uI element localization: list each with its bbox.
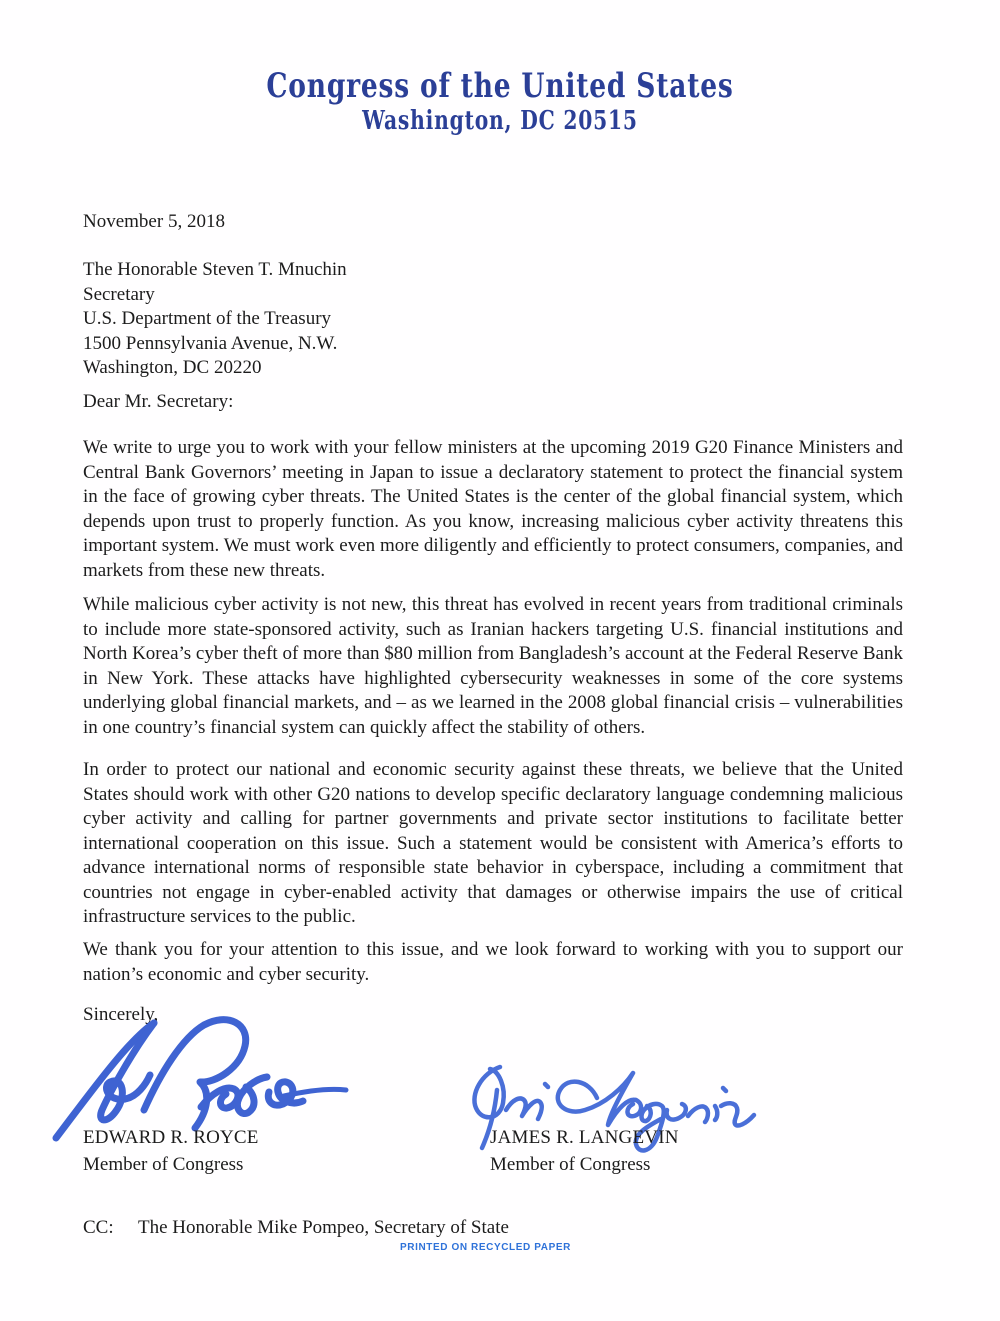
cc-label: CC: <box>83 1217 114 1238</box>
letterhead-title: Congress of the United States <box>266 66 734 106</box>
signer-royce <box>83 1124 259 1178</box>
signer-royce-name: EDWARD R. ROYCE <box>83 1127 259 1148</box>
letter-date: November 5, 2018 <box>83 211 225 232</box>
royce-signature <box>48 1012 353 1142</box>
recipient-title: Secretary <box>83 283 155 305</box>
body-paragraph-1: We write to urge you to work with your fellow ministers at the upcoming 2019 G20 Finance Ministers and Central Bank Governors’ meeting in Japan to issue a declaratory statement to protect the financial system in the face of growing cyber threats. The United States is the center of the global financial system, which depends upon trust to properly function. As you know, increasing malicious cyber activity threatens this important system. We must work even more diligently and efficiently to protect consumers, companies, and markets from these new threats. <box>83 437 903 581</box>
letterhead <box>0 66 1000 136</box>
recycled-paper-notice: PRINTED ON RECYCLED PAPER <box>400 1242 571 1253</box>
signer-royce-title: Member of Congress <box>83 1154 244 1175</box>
signer-langevin-name: JAMES R. LANGEVIN <box>490 1127 679 1148</box>
closing: Sincerely, <box>83 1004 159 1025</box>
recipient-street: 1500 Pennsylvania Avenue, N.W. <box>83 332 338 354</box>
signer-langevin <box>490 1124 679 1178</box>
body-paragraph-4: We thank you for your attention to this issue, and we look forward to working with you to support our nation’s economic and cyber security. <box>83 939 903 985</box>
cc-line <box>83 1216 903 1241</box>
body-paragraph-3: In order to protect our national and economic security against these threats, we believe that the United States should work with other G20 nations to develop specific declaratory language condemning malicious cyber activity and calling for partner governments and private sector institutions to facilitate better international cooperation on this issue. Such a statement would be consistent with America’s efforts to advance international norms of responsible state behavior in cyberspace, including a commitment that countries not engage in cyber-enabled activity that damages or otherwise impairs the use of critical infrastructure services to the public. <box>83 759 903 927</box>
recipient-name: The Honorable Steven T. Mnuchin <box>83 259 347 280</box>
letterhead-address: Washington, DC 20515 <box>362 106 638 136</box>
recipient-address <box>83 258 903 381</box>
recipient-city: Washington, DC 20220 <box>83 357 262 378</box>
salutation: Dear Mr. Secretary: <box>83 391 234 412</box>
cc-text: The Honorable Mike Pompeo, Secretary of State <box>138 1217 509 1238</box>
recipient-department: U.S. Department of the Treasury <box>83 308 332 329</box>
body-paragraph-2: While malicious cyber activity is not new, this threat has evolved in recent years from traditional criminals to include more state-sponsored activity, such as Iranian hackers targeting U.S. financial institutions and North Korea’s cyber theft of more than $80 million from Bangladesh’s account at the Federal Reserve Bank in New York. These attacks have highlighted cybersecurity weaknesses in some of the core systems underlying global financial markets, and – as we learned in the 2008 global financial crisis – vulnerabilities in one country’s financial system can quickly affect the stability of others. <box>83 594 903 738</box>
signer-langevin-title: Member of Congress <box>490 1154 651 1175</box>
